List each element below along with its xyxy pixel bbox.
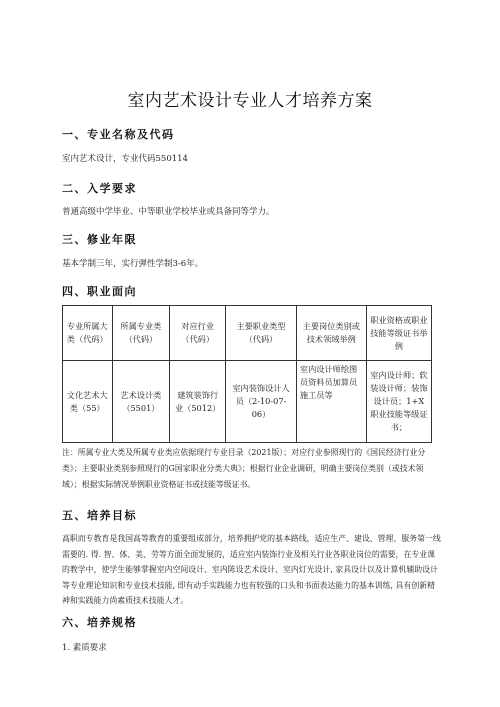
table-header-cell: 职业资格或职业技能等级证书举例 [366,306,431,361]
table-header-cell: 主要岗位类别或技术领域举例 [296,306,366,361]
table-header-cell: 主要职业类型（代码） [226,306,297,361]
table-note: 注：所属专业大类及所属专业类应依据现行专业目录（2021版）；对应行业参照现行的《国民经济行业分类》；主要职业类别参照现行的G国家职业分类大典》；根据行业企业调研，明确主要岗位类别（或技术领域）；根据实际情况举例职业资格证书或技能等级证书。 [62,448,426,489]
table-cell: 室内设计师；软装设计师；装饰设计员；1+X职业技能等级证书； [366,361,431,443]
subheading-quality: 1. 素质要求 [62,643,107,653]
table-header-cell: 专业所属大类（代码） [63,306,113,361]
table-cell: 艺术设计类（5501） [112,361,170,443]
table-cell: 室内设计师绘图员资料员加算员施工员等 [296,361,366,443]
section-text-1: 室内艺术设计，专业代码550114 [62,154,188,164]
table-cell: 文化艺术大类（55） [63,361,113,443]
table-header-cell: 对应行业（代码） [170,306,226,361]
section-heading-4: 四、职业面向 [62,285,137,298]
section-text-2: 普通高级中学毕业、中等职业学校毕业或具备同等学力。 [62,207,275,217]
career-table [62,305,432,443]
table-header-cell: 所属专业类（代码） [112,306,170,361]
table-cell: 建筑装饰行业（5012） [170,361,226,443]
table-row [63,361,432,443]
table-cell: 室内装饰设计人员（2-10-07-06） [226,361,297,443]
section-heading-1: 一、专业名称及代码 [62,128,175,141]
section-heading-2: 二、入学要求 [62,182,137,195]
goal-paragraph: 高职而专教育是我国高等教育的重要组成部分，培养拥护党的基本路线，适应生产、建设、管理、服务第一线需要的. 得. 智、体、美、劳等方面全面发展的，适应室内装饰行业及相关行业各职业岗位的需要，在专业课的教学中，使学生能够掌握室内空间设计、室内陈设艺术设计、室内灯光设计, 家具设计以及计算机辅助设计等专业理论知识和专业技术技能, 即有动手实践能力也有较强的口头和书面表达能力的基本训练, 具有创新精神和实践能力尚素质技术技能人才。 [62,534,441,605]
section-heading-5: 五、培养目标 [62,509,137,522]
table-header-row [63,306,432,361]
section-heading-6: 六、培养规格 [62,616,137,629]
page-title: 室内艺术设计专业人才培养方案 [127,91,373,111]
section-heading-3: 三、修业年限 [62,233,137,246]
section-text-3: 基本学制三年，实行弹性学制3-6年。 [62,259,204,269]
